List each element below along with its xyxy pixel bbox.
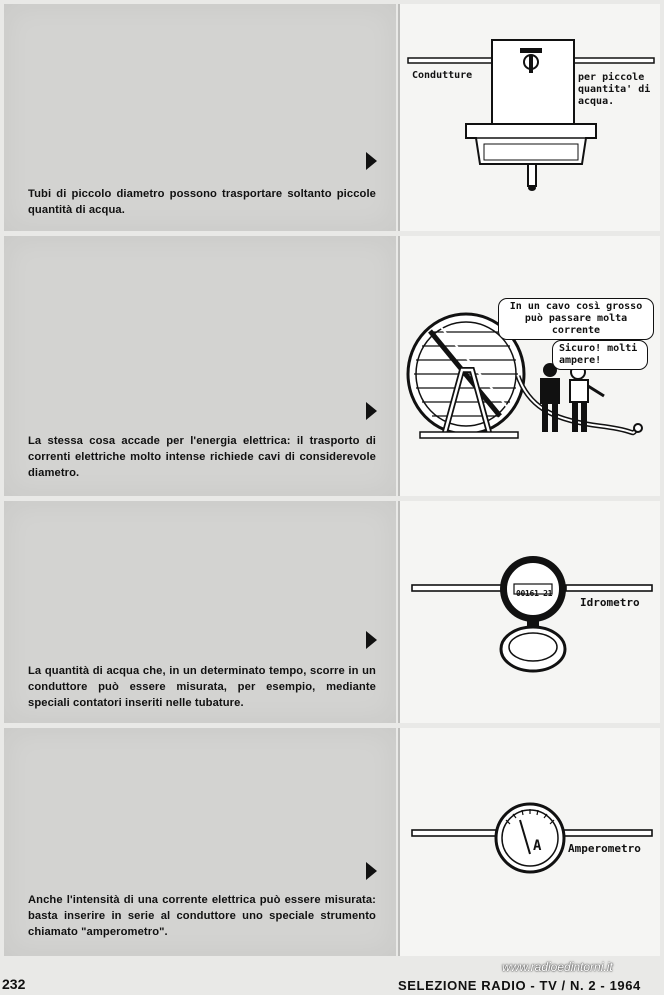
section-1-illustration-panel bbox=[398, 4, 660, 231]
section-4-caption: Anche l'intensità di una corrente elettrica può essere misurata: basta inserire in serie al conduttore uno speciale strumento chiamato "amperometro". bbox=[28, 894, 376, 938]
arrow-icon bbox=[366, 862, 377, 880]
water-tap-sink-illustration bbox=[400, 4, 660, 231]
ammeter-label: Amperometro bbox=[568, 842, 641, 855]
section-3-text-panel bbox=[4, 501, 396, 723]
website-watermark: www.radioedintorni.it bbox=[502, 960, 613, 974]
section-1-caption: Tubi di piccolo diametro possono trasportare soltanto piccole quantità di acqua. bbox=[28, 188, 376, 216]
ammeter-dial-letter: A bbox=[533, 838, 542, 854]
page-number: 232 bbox=[2, 976, 26, 992]
section-2-text-panel bbox=[4, 236, 396, 496]
speech-bubble-1: In un cavo così grosso può passare molta corrente bbox=[498, 298, 654, 340]
meter-reading: 00161 21 bbox=[516, 589, 553, 598]
section-1-text-panel bbox=[4, 4, 396, 231]
arrow-icon bbox=[366, 631, 377, 649]
small-quantity-label: per piccole quantita' di acqua. bbox=[578, 72, 651, 107]
section-2-caption: La stessa cosa accade per l'energia elettrica: il trasporto di correnti elettriche molto intense richiede cavi di considerevole diametro. bbox=[28, 435, 376, 479]
arrow-icon bbox=[366, 152, 377, 170]
section-2-illustration-panel bbox=[398, 236, 660, 496]
section-3-caption: La quantità di acqua che, in un determinato tempo, scorre in un conduttore può essere misurata, per esempio, mediante speciali contatori inseriti nelle tubature. bbox=[28, 665, 376, 709]
speech-bubble-2: Sicuro! molti ampere! bbox=[552, 340, 648, 370]
pipe-label: Condutture bbox=[412, 70, 473, 81]
magazine-title: SELEZIONE RADIO - TV / N. 2 - 1964 bbox=[398, 978, 641, 993]
arrow-icon bbox=[366, 402, 377, 420]
section-3-illustration-panel bbox=[398, 501, 660, 723]
section-4-text-panel bbox=[4, 728, 396, 956]
water-meter-label: Idrometro bbox=[580, 596, 640, 609]
section-4-illustration-panel bbox=[398, 728, 660, 956]
water-meter-illustration bbox=[400, 501, 660, 723]
